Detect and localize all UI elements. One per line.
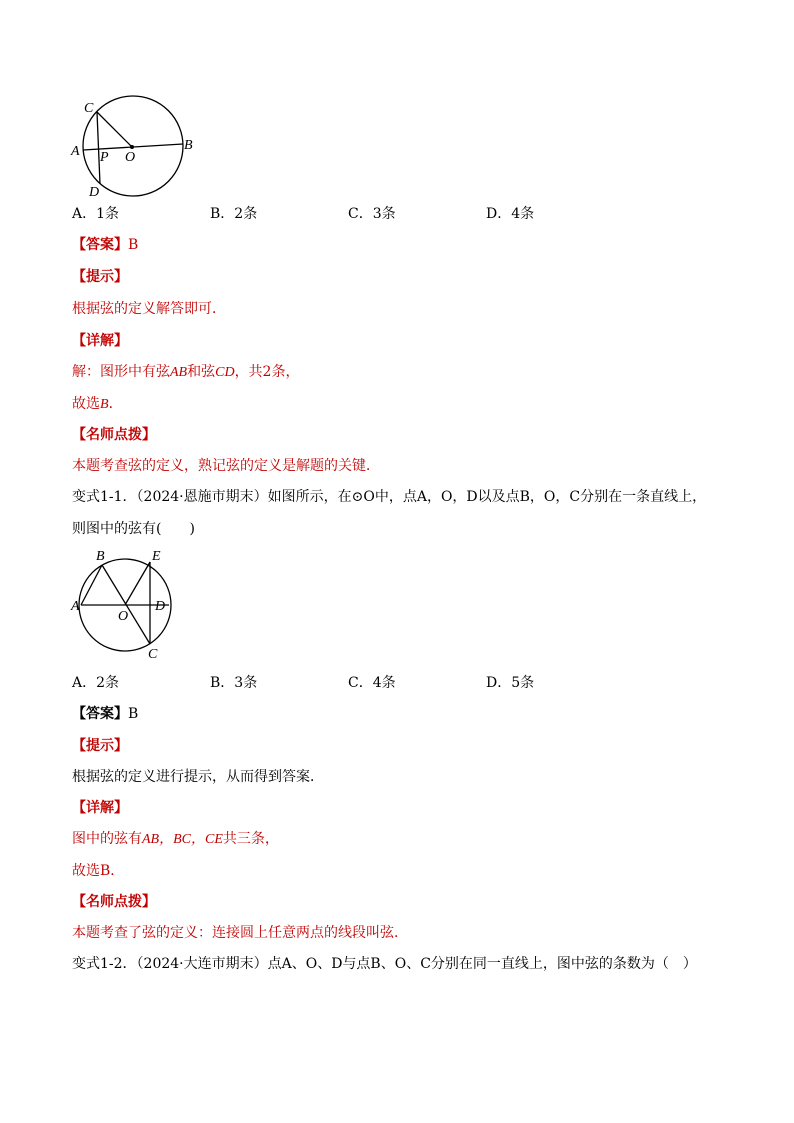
answer-value: B	[128, 706, 139, 722]
label-p: P	[100, 150, 109, 165]
tip-heading: 【名师点拨】	[72, 427, 156, 443]
label-c: C	[84, 101, 94, 116]
option-a: A．1条	[72, 206, 120, 222]
tip-text: 本题考查了弦的定义：连接圆上任意两点的线段叫弦．	[72, 925, 408, 941]
chord-label-cd: CD	[215, 365, 235, 380]
detail-heading: 【详解】	[72, 800, 128, 816]
detail-line-2: 故选B．	[72, 863, 125, 879]
segment-co	[97, 112, 132, 147]
detail-text: 共三条，	[222, 831, 279, 847]
label-o: O	[118, 609, 129, 624]
chord-cd	[97, 112, 100, 184]
label-d: D	[89, 185, 100, 200]
detail-line-1	[72, 829, 279, 850]
detail-line-2	[72, 394, 123, 415]
label-a: A	[71, 144, 80, 159]
tip-text: 本题考查弦的定义，熟记弦的定义是解题的关键．	[72, 458, 380, 474]
detail-text: 故选	[72, 396, 100, 412]
question-2-line-2: 则图中的弦有( )	[72, 521, 195, 537]
option-d: D．5条	[486, 675, 535, 691]
figure-2-circle-diagram	[68, 544, 188, 666]
answer-line-1	[72, 235, 138, 255]
chord-labels: AB，BC，CE	[142, 832, 223, 847]
detail-text: 解：图形中有弦	[72, 364, 170, 380]
detail-text: 图中的弦有	[72, 831, 142, 847]
answer-line-2	[72, 704, 138, 724]
choice-label: B	[100, 397, 109, 412]
detail-text: 和弦	[187, 364, 216, 380]
option-a: A．2条	[72, 675, 120, 691]
chord-label-ab: AB	[170, 365, 188, 380]
answer-heading: 【答案】	[72, 237, 128, 253]
option-c: C．4条	[348, 675, 396, 691]
option-c: C．3条	[348, 206, 396, 222]
center-dot	[130, 145, 134, 149]
hint-heading: 【提示】	[72, 269, 128, 285]
answer-heading: 【答案】	[72, 706, 128, 722]
label-d: D	[155, 599, 166, 614]
label-b: B	[96, 549, 105, 564]
label-o: O	[125, 150, 136, 165]
detail-text: ．	[108, 396, 123, 412]
answer-value: B	[128, 237, 139, 253]
label-e: E	[152, 549, 161, 564]
question-2-line-1: 变式1-1．（2024·恩施市期末）如图所示，在⊙O中，点A，O，D以及点B，O，C分别在一条直线上，	[72, 489, 707, 505]
detail-line-1	[72, 362, 299, 383]
option-b: B．3条	[210, 675, 258, 691]
option-b: B．2条	[210, 206, 258, 222]
label-c: C	[148, 647, 158, 662]
option-d: D．4条	[486, 206, 535, 222]
hint-text: 根据弦的定义解答即可．	[72, 301, 226, 317]
detail-text: ，共2条，	[234, 364, 300, 380]
figure-1-circle-diagram	[68, 92, 208, 202]
tip-heading: 【名师点拨】	[72, 894, 156, 910]
label-b: B	[184, 138, 193, 153]
question-3: 变式1-2．（2024·大连市期末）点A、O、D与点B、O、C分别在同一直线上，图中弦的条数为（ ）	[72, 956, 697, 972]
label-a: A	[71, 599, 80, 614]
detail-heading: 【详解】	[72, 333, 128, 349]
segment-oe	[125, 562, 150, 605]
hint-text: 根据弦的定义进行提示，从而得到答案．	[72, 769, 324, 785]
hint-heading: 【提示】	[72, 738, 128, 754]
